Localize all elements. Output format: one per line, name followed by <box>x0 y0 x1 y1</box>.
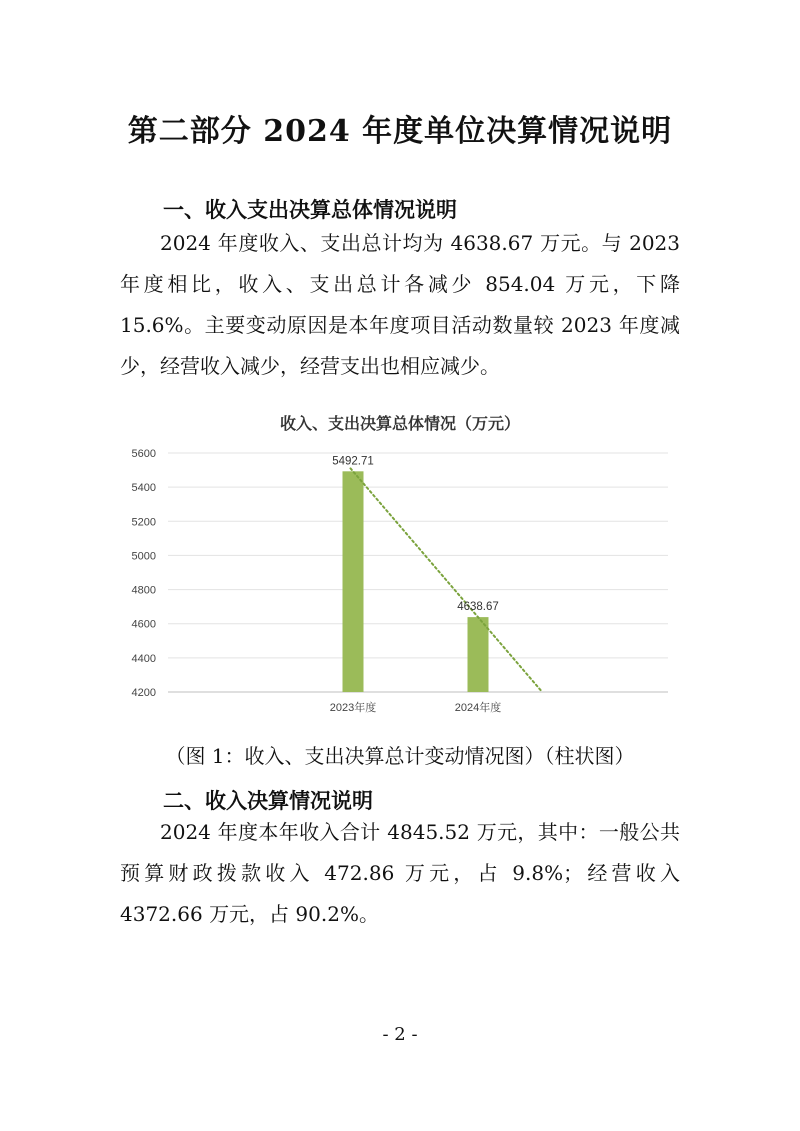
data-label: 4638.67 <box>457 601 499 614</box>
bar-chart-svg <box>120 408 680 723</box>
trendline <box>351 468 543 692</box>
figure-caption: （图 1：收入、支出决算总计变动情况图）（柱状图） <box>165 744 635 768</box>
x-tick-label: 2024年度 <box>454 702 502 714</box>
bar-chart <box>120 408 680 723</box>
section2-paragraph: 2024 年度本年收入合计 4845.52 万元，其中：一般公共预算财政拨款收入 472.86 万元，占 9.8%；经营收入 4372.66 万元，占 90.2%。 <box>120 820 680 926</box>
section1-paragraph: 2024 年度收入、支出总计均为 4638.67 万元。与 2023 年度相比，收入、支出总计各减少 854.04 万元，下降 15.6%。主要变动原因是本年度项目活动数量较 2023 年度减少，经营收入减少，经营支出也相应减少。 <box>120 231 680 378</box>
y-tick-label: 5600 <box>131 448 156 460</box>
y-tick-label: 4400 <box>131 652 156 665</box>
y-tick-label: 5000 <box>131 550 156 563</box>
y-tick-label: 5400 <box>131 482 156 495</box>
bar <box>468 617 489 692</box>
chart-trendline-group <box>351 468 543 692</box>
chart-grid <box>132 448 668 699</box>
bar <box>343 471 364 692</box>
page-title: 第二部分 2024 年度单位决算情况说明 <box>127 114 673 149</box>
y-tick-label: 5200 <box>131 516 156 529</box>
section1-heading: 一、收入支出决算总体情况说明 <box>163 197 457 222</box>
chart-bars <box>343 471 489 692</box>
y-tick-label: 4200 <box>131 687 156 699</box>
data-label: 5492.71 <box>332 455 374 468</box>
section2-heading: 二、收入决算情况说明 <box>163 788 373 813</box>
x-tick-label: 2023年度 <box>329 702 377 714</box>
y-tick-label: 4800 <box>131 584 156 597</box>
y-tick-label: 4600 <box>131 618 156 631</box>
page-number: - 2 - <box>382 1024 418 1045</box>
chart-title: 收入、支出决算总体情况（万元） <box>279 414 521 433</box>
